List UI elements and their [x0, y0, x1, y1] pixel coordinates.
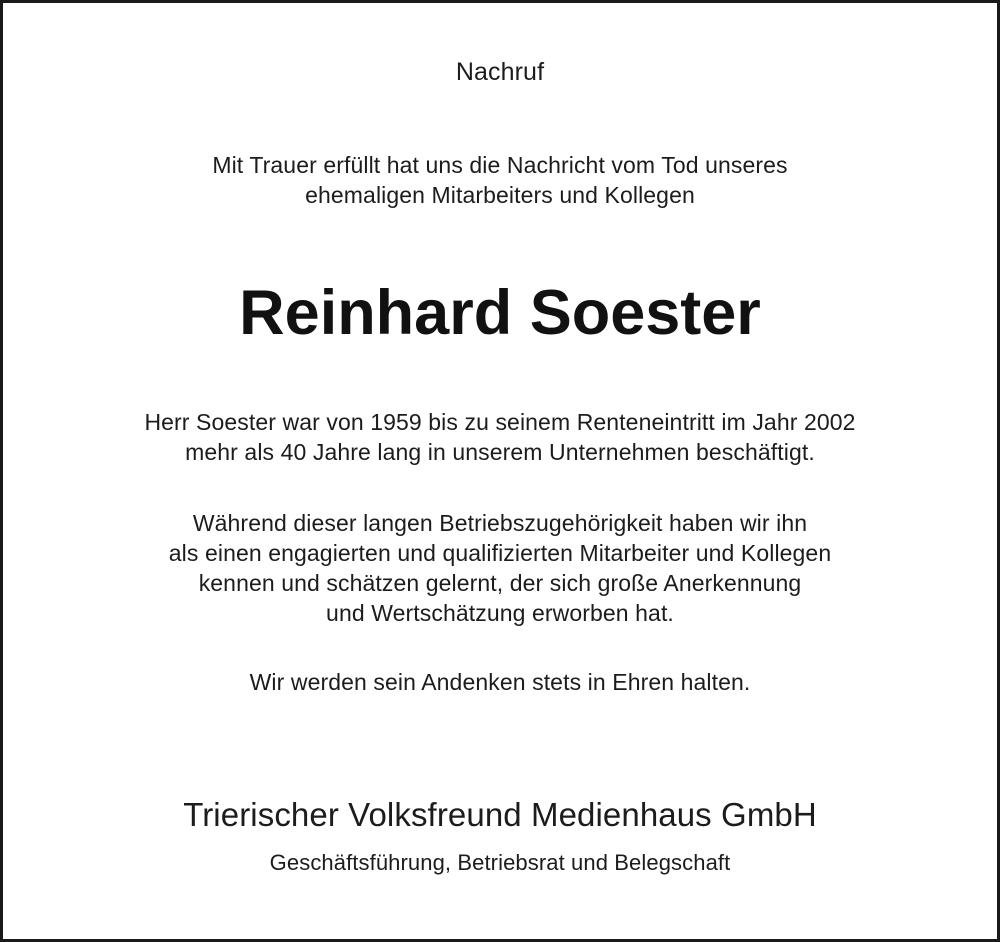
- deceased-name: Reinhard Soester: [239, 278, 761, 348]
- employment-line-2: mehr als 40 Jahre lang in unserem Unternehmen beschäftigt.: [185, 439, 815, 465]
- tribute-line-4: und Wertschätzung erworben hat.: [326, 600, 674, 626]
- employment-line-1: Herr Soester war von 1959 bis zu seinem Renteneintritt im Jahr 2002: [144, 409, 856, 435]
- tribute-line-3: kennen und schätzen gelernt, der sich große Anerkennung: [198, 570, 802, 596]
- closing-line: Wir werden sein Andenken stets in Ehren halten.: [249, 669, 751, 695]
- notice-heading: Nachruf: [455, 58, 545, 86]
- tribute-line-1: Während dieser langen Betriebszugehörigkeit haben wir ihn: [192, 510, 808, 536]
- intro-line-1: Mit Trauer erfüllt hat uns die Nachricht vom Tod unseres: [212, 152, 788, 178]
- company-name: Trierischer Volksfreund Medienhaus GmbH: [183, 796, 817, 833]
- intro-line-2: ehemaligen Mitarbeiters und Kollegen: [305, 182, 695, 208]
- tribute-line-2: als einen engagierten und qualifizierten Mitarbeiter und Kollegen: [168, 540, 832, 566]
- signatories: Geschäftsführung, Betriebsrat und Belegschaft: [269, 850, 731, 875]
